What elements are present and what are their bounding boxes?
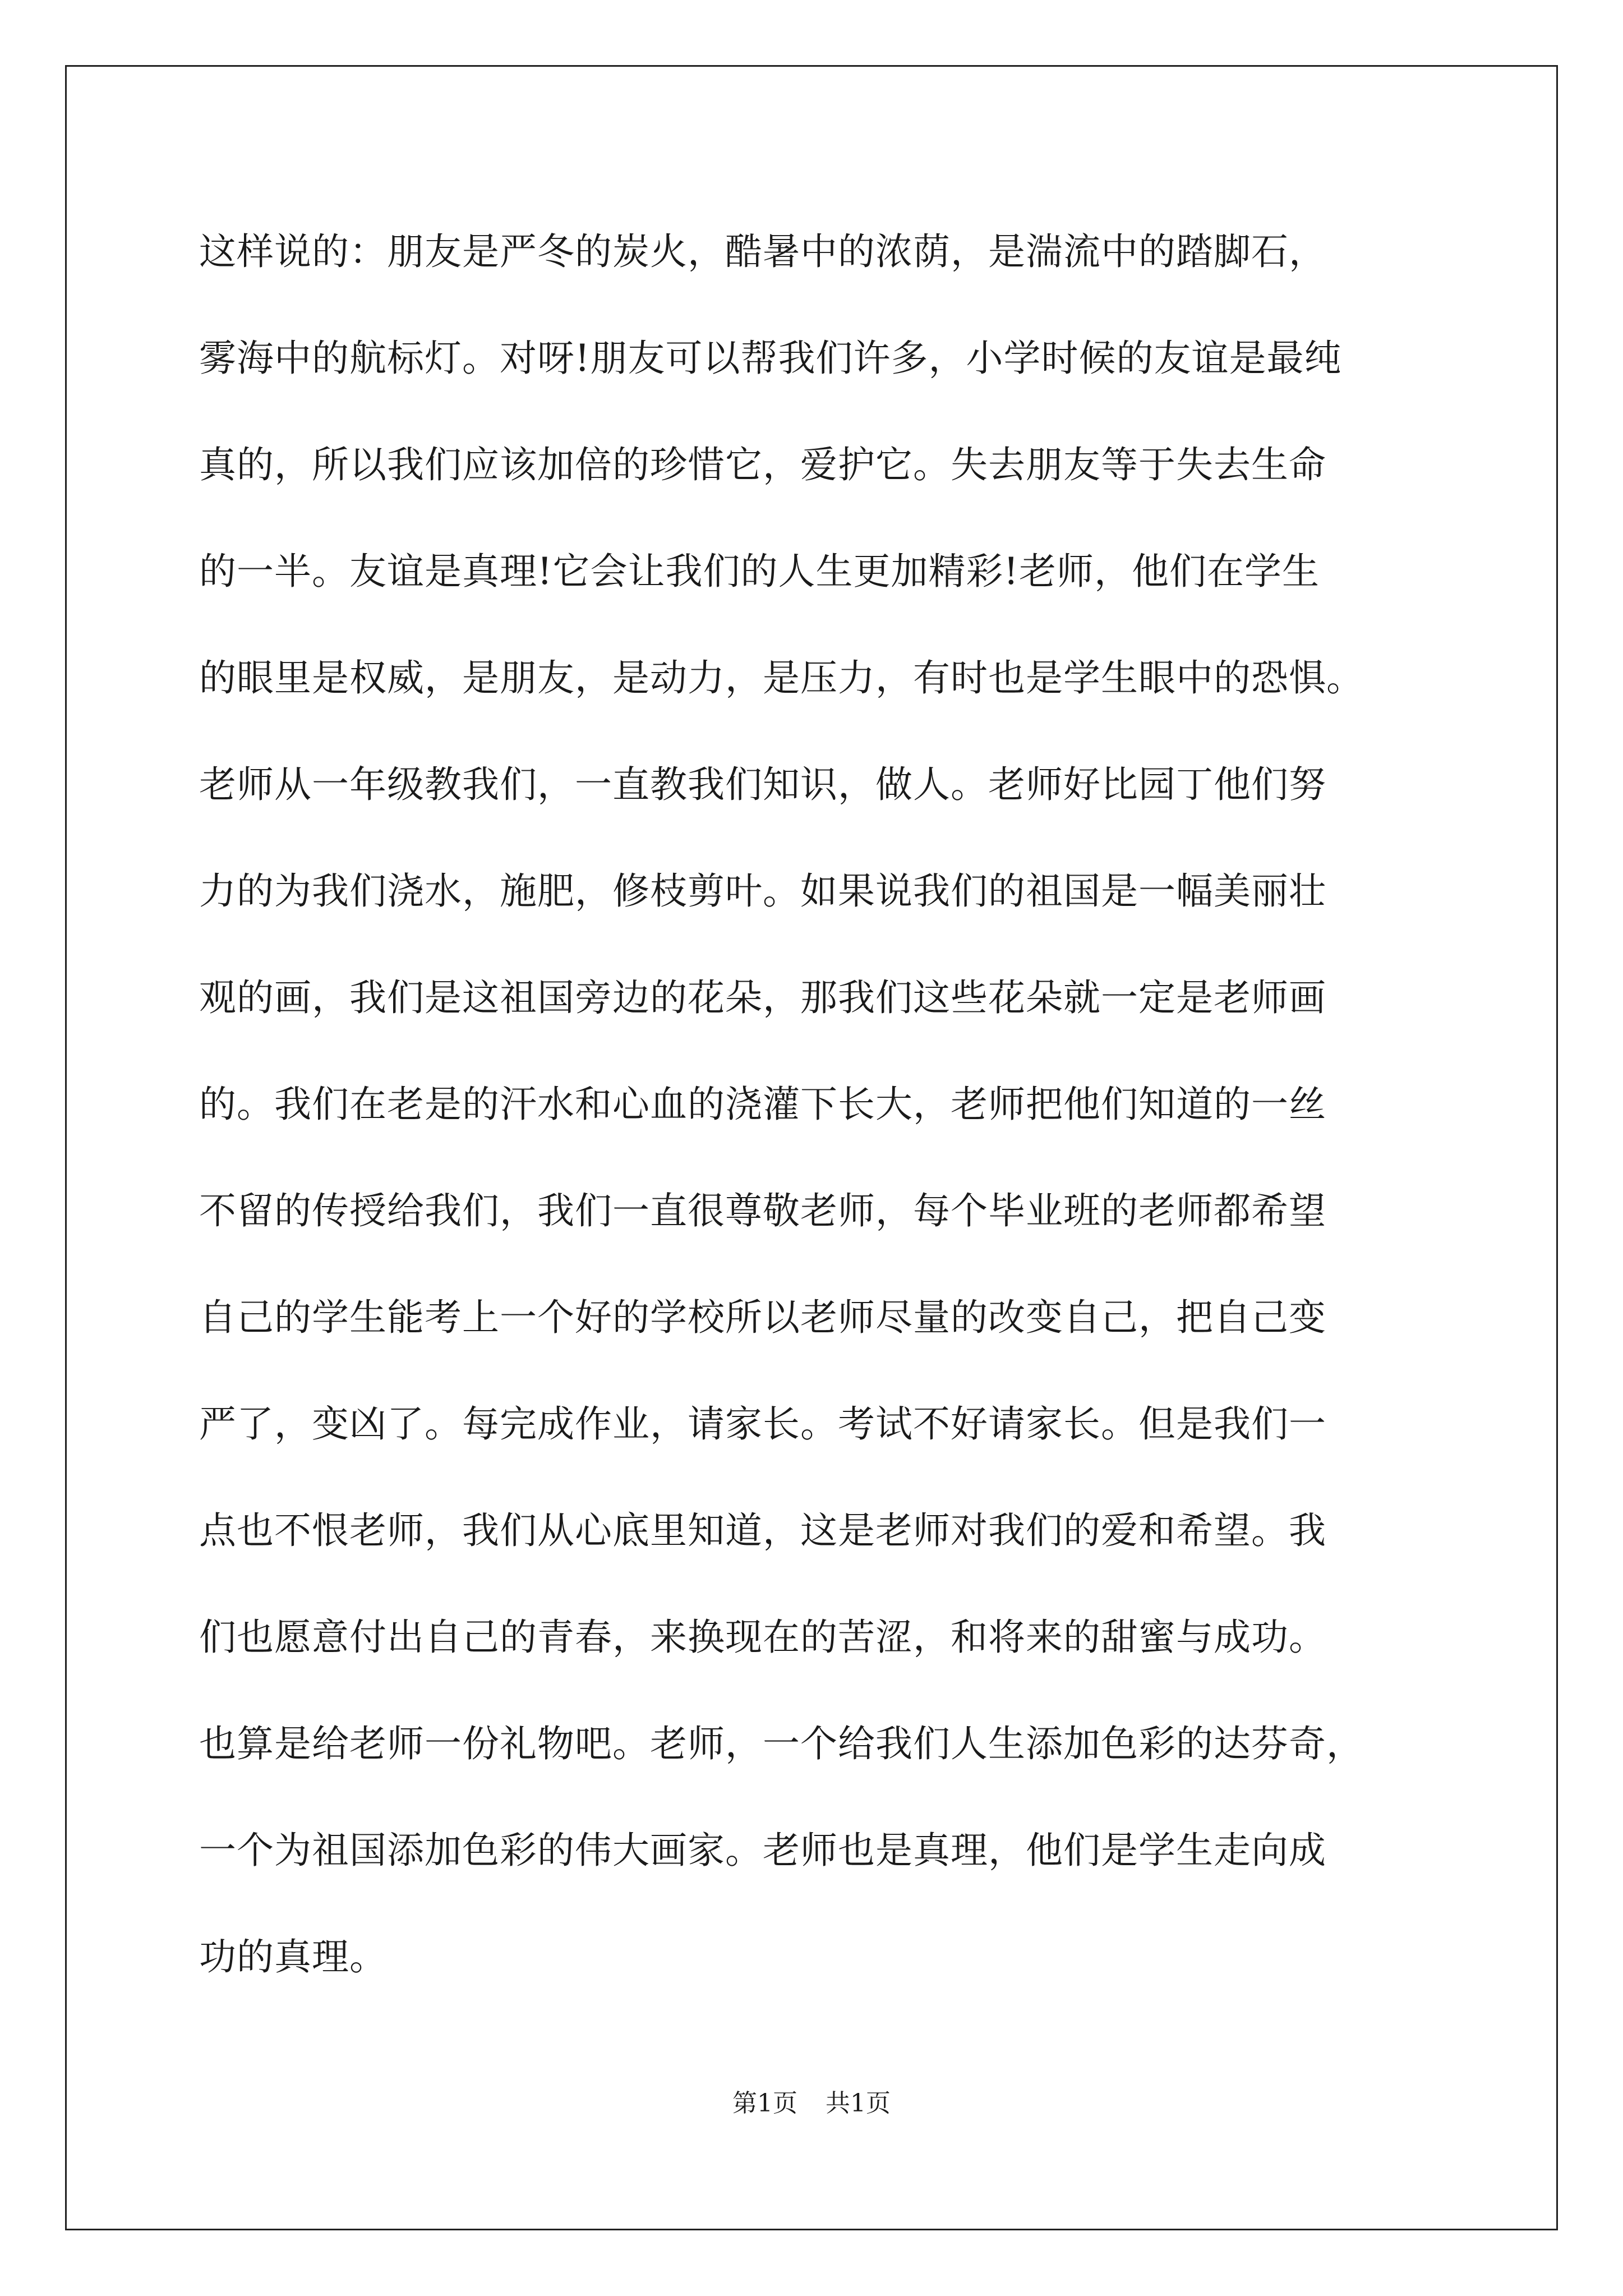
text-line-11: 自己的学生能考上一个好的学校所以老师尽量的改变自己，把自己变 (199, 1296, 1326, 1339)
text-line-16: 一个为祖国添加色彩的伟大画家。老师也是真理，他们是学生走向成 (199, 1829, 1326, 1872)
text-line-1: 这样说的：朋友是严冬的炭火，酷暑中的浓荫，是湍流中的踏脚石， (199, 230, 1326, 273)
page-total: 共1页 (826, 2089, 891, 2118)
text-line-17: 功的真理。 (199, 1935, 387, 1978)
text-line-9: 的。我们在老是的汗水和心血的浇灌下长大，老师把他们知道的一丝 (199, 1083, 1326, 1126)
text-line-8: 观的画，我们是这祖国旁边的花朵，那我们这些花朵就一定是老师画 (199, 976, 1326, 1019)
page-footer (0, 2087, 1623, 2120)
text-line-12: 严了，变凶了。每完成作业，请家长。考试不好请家长。但是我们一 (199, 1402, 1326, 1446)
page-number: 第1页 (732, 2089, 797, 2118)
document-body (199, 227, 1455, 2039)
text-line-15: 也算是给老师一份礼物吧。老师，一个给我们人生添加色彩的达芬奇， (199, 1722, 1364, 1765)
text-line-14: 们也愿意付出自己的青春，来换现在的苦涩，和将来的甜蜜与成功。 (199, 1616, 1326, 1659)
text-line-7: 力的为我们浇水，施肥，修枝剪叶。如果说我们的祖国是一幅美丽壮 (199, 869, 1326, 913)
text-line-6: 老师从一年级教我们，一直教我们知识，做人。老师好比园丁他们努 (199, 763, 1326, 806)
text-line-3: 真的，所以我们应该加倍的珍惜它，爱护它。失去朋友等于失去生命 (199, 443, 1326, 486)
text-line-10: 不留的传授给我们，我们一直很尊敬老师，每个毕业班的老师都希望 (199, 1189, 1326, 1232)
text-line-13: 点也不恨老师，我们从心底里知道，这是老师对我们的爱和希望。我 (199, 1509, 1326, 1552)
text-line-2: 雾海中的航标灯。对呀!朋友可以帮我们许多，小学时候的友谊是最纯 (199, 337, 1342, 380)
text-line-5: 的眼里是权威，是朋友，是动力，是压力，有时也是学生眼中的恐惧。 (199, 656, 1364, 700)
text-line-4: 的一半。友谊是真理!它会让我们的人生更加精彩!老师，他们在学生 (199, 550, 1320, 593)
